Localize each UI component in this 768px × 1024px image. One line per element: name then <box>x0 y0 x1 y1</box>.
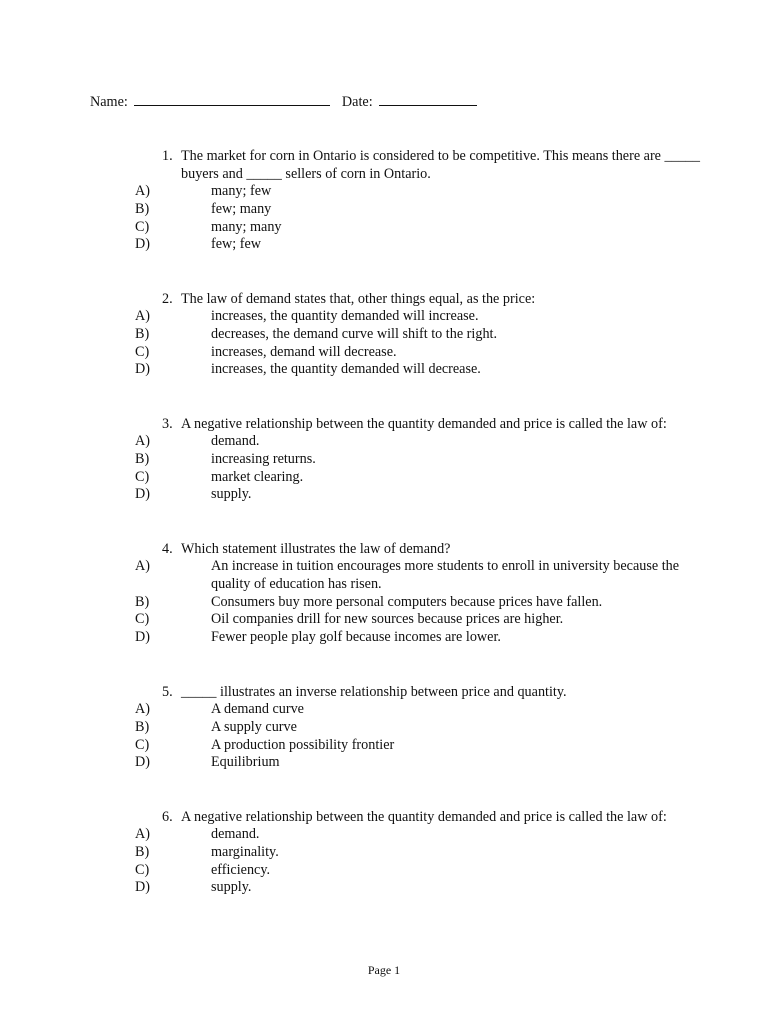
question-text: The market for corn in Ontario is considered to be competitive. This means there are _____ buyers and _____ sellers of corn in Ontario. <box>181 148 700 182</box>
page-number: Page 1 <box>367 963 401 977</box>
option-text: demand. <box>211 433 260 449</box>
option-text: A production possibility frontier <box>211 736 395 753</box>
question-4 <box>0 540 768 647</box>
option-c[interactable] <box>0 862 768 880</box>
option-d[interactable] <box>0 236 768 254</box>
option-text: increases, the quantity demanded will decrease. <box>211 361 481 378</box>
question-stem <box>0 540 701 558</box>
option-text: demand. <box>211 826 260 842</box>
option-letter: B) <box>135 843 150 860</box>
option-text: few; many <box>211 200 272 217</box>
option-letter: D) <box>135 754 150 771</box>
option-text: many; many <box>211 218 282 235</box>
option-letter: A) <box>135 308 150 324</box>
date-label: Date: <box>341 94 373 110</box>
question-6 <box>0 808 768 897</box>
option-d[interactable] <box>0 486 768 504</box>
question-text: The law of demand states that, other things equal, as the price: <box>181 291 536 307</box>
question-stem <box>0 415 701 433</box>
option-text: An increase in tuition encourages more students to enroll in university because the quality of education has risen. <box>211 558 680 592</box>
name-field[interactable] <box>134 93 330 106</box>
option-letter: A) <box>135 826 150 842</box>
header <box>90 93 477 111</box>
option-letter: D) <box>135 486 150 503</box>
question-number: 1. <box>162 148 173 164</box>
option-text: marginality. <box>211 843 279 860</box>
option-a[interactable] <box>0 826 768 844</box>
question-5 <box>0 683 768 772</box>
question-3 <box>0 415 768 504</box>
question-text: A negative relationship between the quantity demanded and price is called the law of: <box>181 416 667 432</box>
question-text: Which statement illustrates the law of demand? <box>181 541 451 557</box>
option-text: supply. <box>211 486 252 503</box>
question-1 <box>0 147 768 254</box>
option-a[interactable] <box>0 558 768 594</box>
option-text: increases, the quantity demanded will increase. <box>211 308 479 324</box>
option-b[interactable] <box>0 451 768 469</box>
question-stem <box>0 683 701 701</box>
question-2 <box>0 290 768 379</box>
option-c[interactable] <box>0 469 768 487</box>
option-letter: C) <box>135 343 150 360</box>
option-letter: B) <box>135 200 150 217</box>
option-letter: C) <box>135 736 150 753</box>
question-stem <box>0 147 701 183</box>
question-number: 2. <box>162 291 173 307</box>
option-d[interactable] <box>0 629 768 647</box>
option-letter: D) <box>135 879 150 896</box>
question-number: 6. <box>162 809 173 825</box>
option-letter: D) <box>135 236 150 253</box>
option-text: increasing returns. <box>211 450 316 467</box>
option-letter: A) <box>135 183 150 199</box>
option-a[interactable] <box>0 433 768 451</box>
option-text: Equilibrium <box>211 754 280 771</box>
question-stem <box>0 808 701 826</box>
option-c[interactable] <box>0 611 768 629</box>
option-letter: C) <box>135 218 150 235</box>
option-letter: A) <box>135 433 150 449</box>
option-c[interactable] <box>0 344 768 362</box>
option-a[interactable] <box>0 308 768 326</box>
question-number: 4. <box>162 541 173 557</box>
option-text: Fewer people play golf because incomes are lower. <box>211 629 501 646</box>
option-d[interactable] <box>0 361 768 379</box>
option-text: A demand curve <box>211 701 304 717</box>
option-letter: C) <box>135 468 150 485</box>
option-letter: A) <box>135 558 150 574</box>
option-d[interactable] <box>0 754 768 772</box>
option-letter: C) <box>135 861 150 878</box>
option-text: Oil companies drill for new sources because prices are higher. <box>211 611 564 628</box>
option-text: market clearing. <box>211 468 304 485</box>
date-field[interactable] <box>379 93 477 106</box>
option-letter: B) <box>135 718 150 735</box>
option-a[interactable] <box>0 183 768 201</box>
option-b[interactable] <box>0 201 768 219</box>
option-letter: D) <box>135 629 150 646</box>
question-text: A negative relationship between the quantity demanded and price is called the law of: <box>181 809 667 825</box>
option-text: A supply curve <box>211 718 297 735</box>
option-b[interactable] <box>0 594 768 612</box>
option-d[interactable] <box>0 879 768 897</box>
option-text: increases, demand will decrease. <box>211 343 397 360</box>
option-text: efficiency. <box>211 861 271 878</box>
question-number: 5. <box>162 684 173 700</box>
option-text: many; few <box>211 183 272 199</box>
option-letter: B) <box>135 450 150 467</box>
question-number: 3. <box>162 416 173 432</box>
option-letter: D) <box>135 361 150 378</box>
option-text: supply. <box>211 879 252 896</box>
question-stem <box>0 290 701 308</box>
option-c[interactable] <box>0 219 768 237</box>
option-a[interactable] <box>0 701 768 719</box>
option-c[interactable] <box>0 737 768 755</box>
option-b[interactable] <box>0 326 768 344</box>
option-text: decreases, the demand curve will shift to the right. <box>211 325 498 342</box>
option-b[interactable] <box>0 844 768 862</box>
option-letter: B) <box>135 325 150 342</box>
option-text: Consumers buy more personal computers because prices have fallen. <box>211 593 603 610</box>
option-text: few; few <box>211 236 262 253</box>
option-b[interactable] <box>0 719 768 737</box>
question-text: _____ illustrates an inverse relationship between price and quantity. <box>181 684 567 700</box>
name-label: Name: <box>90 94 128 110</box>
option-letter: C) <box>135 611 150 628</box>
option-letter: A) <box>135 701 150 717</box>
option-letter: B) <box>135 593 150 610</box>
